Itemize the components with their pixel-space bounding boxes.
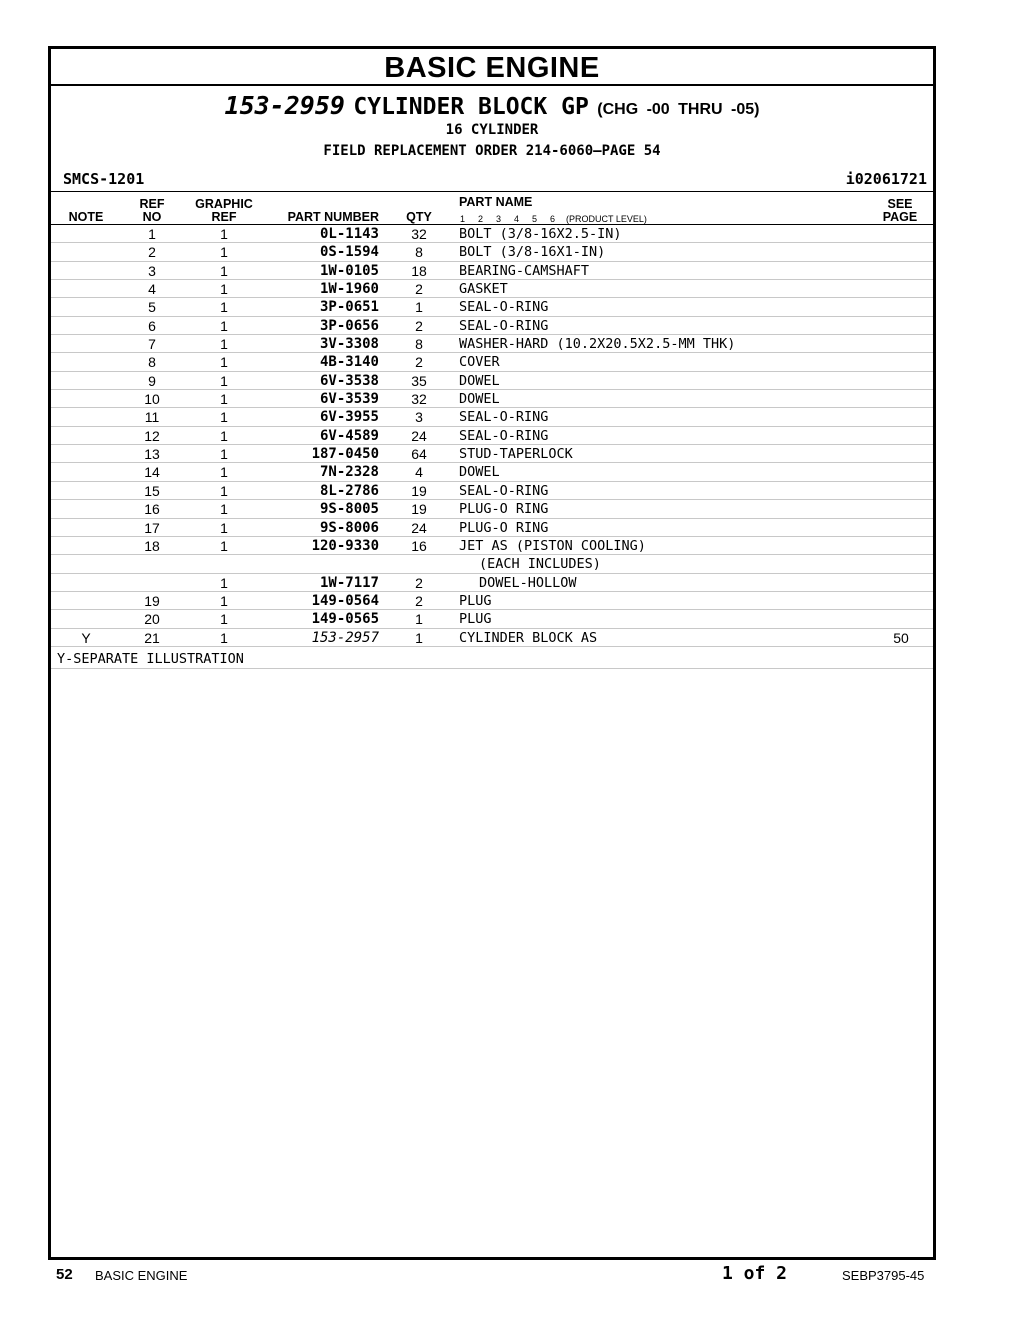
header-ref-bottom: NO: [142, 210, 162, 224]
row-qty: 3: [415, 409, 423, 426]
row-graphic-ref: 1: [220, 336, 228, 353]
row-ref-no: 16: [144, 501, 160, 518]
footnote-divider: [51, 668, 933, 669]
product-level-5: 5: [532, 214, 538, 224]
row-qty: 2: [415, 592, 423, 609]
row-part-name: DOWEL: [459, 391, 500, 408]
row-part-name: SEAL-O-RING: [459, 409, 549, 426]
row-part-name: JET AS (PISTON COOLING): [459, 537, 646, 554]
table-row: [51, 445, 933, 463]
row-qty: 18: [411, 262, 427, 279]
table-row: [51, 574, 933, 592]
group-name: CYLINDER BLOCK GP: [353, 94, 589, 120]
row-ref-no: 10: [144, 391, 160, 408]
row-ref-no: 4: [148, 281, 156, 298]
row-graphic-ref: 1: [220, 446, 228, 463]
row-part-number: 3P-0656: [319, 317, 379, 334]
row-part-number: 7N-2328: [319, 464, 379, 481]
row-graphic-ref: 1: [220, 611, 228, 628]
row-part-name: WASHER-HARD (10.2X20.5X2.5-MM THK): [459, 336, 736, 353]
row-qty: 19: [411, 482, 427, 499]
row-see-page: 50: [893, 629, 909, 646]
illustration-id: i02061721: [845, 170, 927, 188]
row-qty: 2: [415, 317, 423, 334]
row-part-number: 1W-7117: [319, 574, 379, 591]
row-ref-no: 17: [144, 519, 160, 536]
table-row: [51, 353, 933, 371]
row-part-number: 187-0450: [311, 446, 379, 463]
row-ref-no: 7: [148, 336, 156, 353]
smcs-code: SMCS-1201: [63, 170, 145, 188]
row-qty: 1: [415, 299, 423, 316]
row-part-name: COVER: [459, 354, 500, 371]
row-part-name: BEARING-CAMSHAFT: [459, 262, 590, 279]
table-row: [51, 317, 933, 335]
row-part-name: DOWEL: [459, 372, 500, 389]
row-graphic-ref: 1: [220, 464, 228, 481]
row-graphic-ref: 1: [220, 391, 228, 408]
header-note: NOTE: [68, 210, 104, 224]
row-part-number: 6V-3538: [319, 372, 379, 389]
header-see-bottom: PAGE: [882, 210, 918, 224]
header-part-number: PART NUMBER: [287, 210, 379, 224]
footer-page-count: 1 of 2: [722, 1263, 788, 1284]
row-qty: 32: [411, 391, 427, 408]
product-level-6: 6: [550, 214, 556, 224]
row-qty: 19: [411, 501, 427, 518]
row-part-name: GASKET: [459, 281, 508, 298]
row-qty: 2: [415, 354, 423, 371]
footer-document-id: SEBP3795-45: [842, 1268, 925, 1283]
table-row: [51, 243, 933, 261]
row-ref-no: 13: [144, 446, 160, 463]
row-part-name: PLUG: [459, 611, 492, 628]
row-graphic-ref: 1: [220, 372, 228, 389]
header-divider-top: [51, 191, 933, 192]
table-row: [51, 629, 933, 647]
group-subtitle: 16 CYLINDER: [445, 122, 539, 138]
row-qty: 2: [415, 574, 423, 591]
table-row: [51, 463, 933, 481]
row-qty: 2: [415, 281, 423, 298]
table-row: [51, 262, 933, 280]
table-row: [51, 225, 933, 243]
row-qty: 32: [411, 226, 427, 242]
row-ref-no: 20: [144, 611, 160, 628]
row-graphic-ref: 1: [220, 427, 228, 444]
table-row: [51, 427, 933, 445]
table-row: [51, 592, 933, 610]
header-qty: QTY: [406, 210, 432, 224]
group-title: [51, 91, 933, 126]
row-part-name: SEAL-O-RING: [459, 427, 549, 444]
row-part-number: 120-9330: [311, 537, 379, 554]
table-row: [51, 555, 933, 573]
row-part-number: 9S-8005: [319, 501, 379, 518]
product-level-label: (PRODUCT LEVEL): [566, 214, 647, 224]
table-row: [51, 372, 933, 390]
row-ref-no: 19: [144, 592, 160, 609]
row-part-name: BOLT (3/8-16X1-IN): [459, 244, 606, 261]
row-part-number: 1W-0105: [319, 262, 379, 279]
row-part-name: PLUG-O RING: [459, 501, 549, 518]
product-level-2: 2: [478, 214, 484, 224]
section-title: BASIC ENGINE: [51, 49, 933, 86]
header-part-name: PART NAME: [459, 195, 533, 209]
parts-table-body: [51, 225, 933, 647]
header-ref-top: REF: [139, 197, 165, 211]
row-qty: 24: [411, 519, 427, 536]
table-row: [51, 519, 933, 537]
row-part-name: PLUG: [459, 592, 492, 609]
row-graphic-ref: 1: [220, 244, 228, 261]
row-ref-no: 21: [144, 629, 160, 646]
row-ref-no: 9: [148, 372, 156, 389]
row-qty: 1: [415, 629, 423, 646]
row-part-name: SEAL-O-RING: [459, 317, 549, 334]
row-ref-no: 5: [148, 299, 156, 316]
table-row: [51, 280, 933, 298]
table-row: [51, 537, 933, 555]
parts-list-frame: [48, 46, 936, 1260]
header-graphic-bottom: REF: [211, 210, 237, 224]
row-graphic-ref: 1: [220, 299, 228, 316]
row-part-number: 6V-3539: [319, 391, 379, 408]
row-ref-no: 3: [148, 262, 156, 279]
row-part-number: 0L-1143: [319, 226, 379, 242]
row-ref-no: 15: [144, 482, 160, 499]
row-qty: 24: [411, 427, 427, 444]
row-part-name: DOWEL-HOLLOW: [479, 574, 577, 591]
row-part-name: DOWEL: [459, 464, 500, 481]
row-qty: 35: [411, 372, 427, 389]
product-level-4: 4: [514, 214, 520, 224]
row-part-number: 0S-1594: [319, 244, 379, 261]
row-graphic-ref: 1: [220, 281, 228, 298]
row-part-number: 3P-0651: [319, 299, 379, 316]
row-qty: 8: [415, 336, 423, 353]
row-ref-no: 1: [148, 226, 156, 242]
header-graphic-top: GRAPHIC: [195, 197, 253, 211]
group-part-number: 153-2959: [224, 91, 345, 120]
table-row: [51, 408, 933, 426]
row-note: Y: [81, 629, 91, 646]
row-part-name: PLUG-O RING: [459, 519, 549, 536]
row-graphic-ref: 1: [220, 262, 228, 279]
row-part-name: SEAL-O-RING: [459, 482, 549, 499]
table-row: [51, 298, 933, 316]
row-part-number: 6V-4589: [319, 427, 379, 444]
group-change-range: (CHG -00 THRU -05): [597, 101, 760, 118]
table-row: [51, 610, 933, 628]
row-part-number: 3V-3308: [319, 336, 379, 353]
row-part-name: SEAL-O-RING: [459, 299, 549, 316]
row-part-name: CYLINDER BLOCK AS: [459, 629, 598, 646]
row-ref-no: 8: [148, 354, 156, 371]
row-part-number: 153-2957: [311, 629, 379, 646]
row-qty: 4: [415, 464, 423, 481]
row-qty: 64: [411, 446, 427, 463]
row-ref-no: 6: [148, 317, 156, 334]
row-graphic-ref: 1: [220, 482, 228, 499]
row-part-name: BOLT (3/8-16X2.5-IN): [459, 226, 622, 242]
row-part-number: 149-0565: [311, 611, 379, 628]
row-part-name: STUD-TAPERLOCK: [459, 446, 573, 463]
row-graphic-ref: 1: [220, 519, 228, 536]
row-qty: 1: [415, 611, 423, 628]
row-graphic-ref: 1: [220, 501, 228, 518]
product-level-1: 1: [460, 214, 466, 224]
row-ref-no: 14: [144, 464, 160, 481]
row-part-number: 8L-2786: [319, 482, 379, 499]
row-qty: 16: [411, 537, 427, 554]
header-see-top: SEE: [887, 197, 913, 211]
row-part-number: 4B-3140: [319, 354, 379, 371]
row-ref-no: 2: [148, 244, 156, 261]
footer-section-name: BASIC ENGINE: [95, 1268, 188, 1283]
row-graphic-ref: 1: [220, 226, 228, 242]
footer-page-number: 52: [56, 1266, 73, 1283]
row-graphic-ref: 1: [220, 354, 228, 371]
row-qty: 8: [415, 244, 423, 261]
row-graphic-ref: 1: [220, 629, 228, 646]
row-graphic-ref: 1: [220, 592, 228, 609]
row-graphic-ref: 1: [220, 317, 228, 334]
field-replacement-order: FIELD REPLACEMENT ORDER 214-6060—PAGE 54: [323, 143, 661, 159]
table-row: [51, 335, 933, 353]
row-part-number: 1W-1960: [319, 281, 379, 298]
table-row: [51, 390, 933, 408]
row-graphic-ref: 1: [220, 574, 228, 591]
row-part-name: (EACH INCLUDES): [479, 556, 601, 573]
product-level-3: 3: [496, 214, 502, 224]
row-part-number: 149-0564: [311, 592, 379, 609]
row-ref-no: 12: [144, 427, 160, 444]
table-row: [51, 482, 933, 500]
row-ref-no: 18: [144, 537, 160, 554]
row-graphic-ref: 1: [220, 409, 228, 426]
table-row: [51, 500, 933, 518]
row-ref-no: 11: [144, 409, 160, 426]
row-part-number: 9S-8006: [319, 519, 379, 536]
footnote: Y-SEPARATE ILLUSTRATION: [57, 651, 244, 667]
row-part-number: 6V-3955: [319, 409, 379, 426]
row-graphic-ref: 1: [220, 537, 228, 554]
